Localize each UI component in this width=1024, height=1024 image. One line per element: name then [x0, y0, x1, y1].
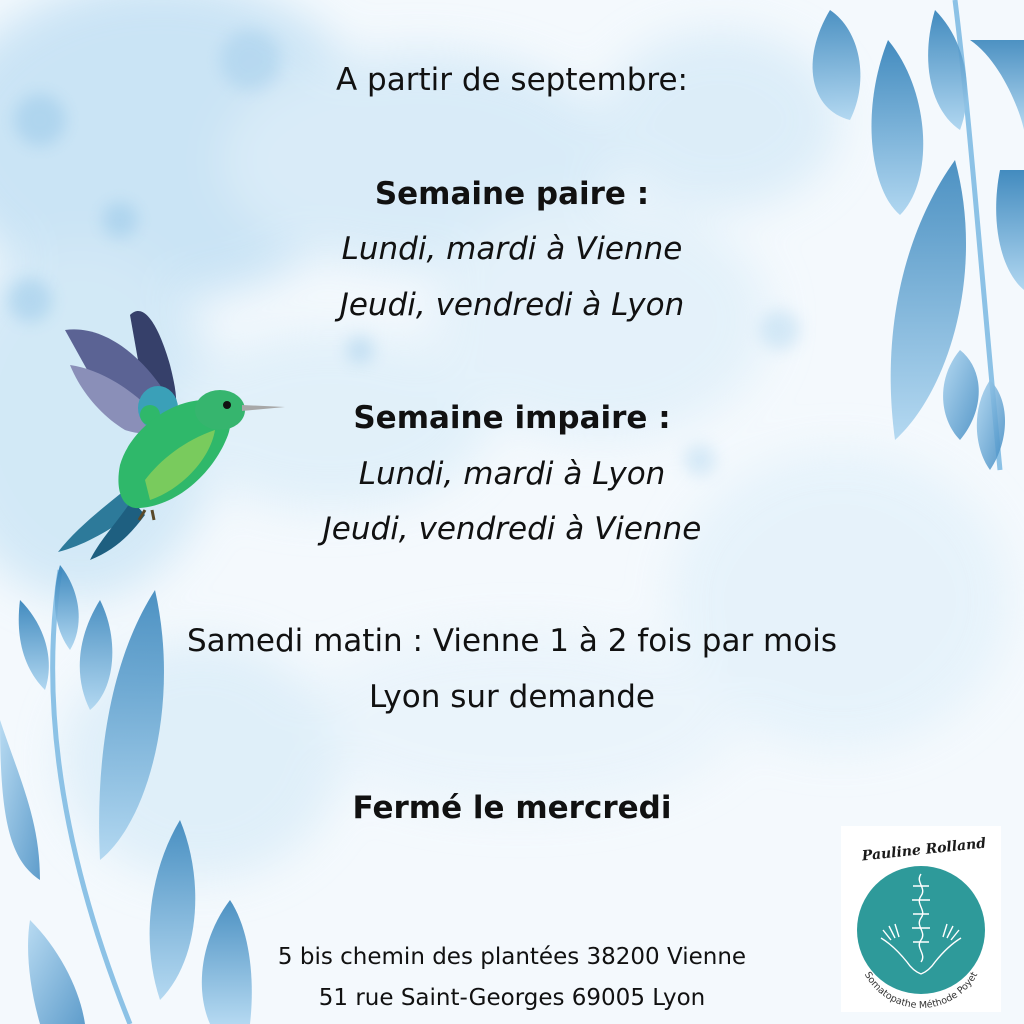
even-week-line-1: Lundi, mardi à Vienne: [341, 231, 683, 267]
odd-week-line-2: Jeudi, vendredi à Vienne: [322, 511, 702, 547]
logo-subtitle: Somatopathe Méthode Poyet: [861, 970, 981, 1012]
address-lyon: 51 rue Saint-Georges 69005 Lyon: [318, 985, 706, 1011]
even-week-heading: Semaine paire :: [374, 176, 650, 212]
closed-notice: Fermé le mercredi: [352, 790, 672, 826]
logo-name: Pauline Rolland: [861, 835, 987, 865]
odd-week-line-1: Lundi, mardi à Lyon: [358, 456, 666, 492]
address-vienne: 5 bis chemin des plantées 38200 Vienne: [277, 944, 747, 970]
odd-week-heading: Semaine impaire :: [353, 400, 671, 436]
logo: [841, 826, 1001, 1012]
even-week-line-2: Jeudi, vendredi à Lyon: [339, 287, 685, 323]
saturday-line-2: Lyon sur demande: [369, 679, 655, 715]
intro-text: A partir de septembre:: [335, 62, 689, 98]
saturday-line-1: Samedi matin : Vienne 1 à 2 fois par mois: [187, 623, 837, 659]
